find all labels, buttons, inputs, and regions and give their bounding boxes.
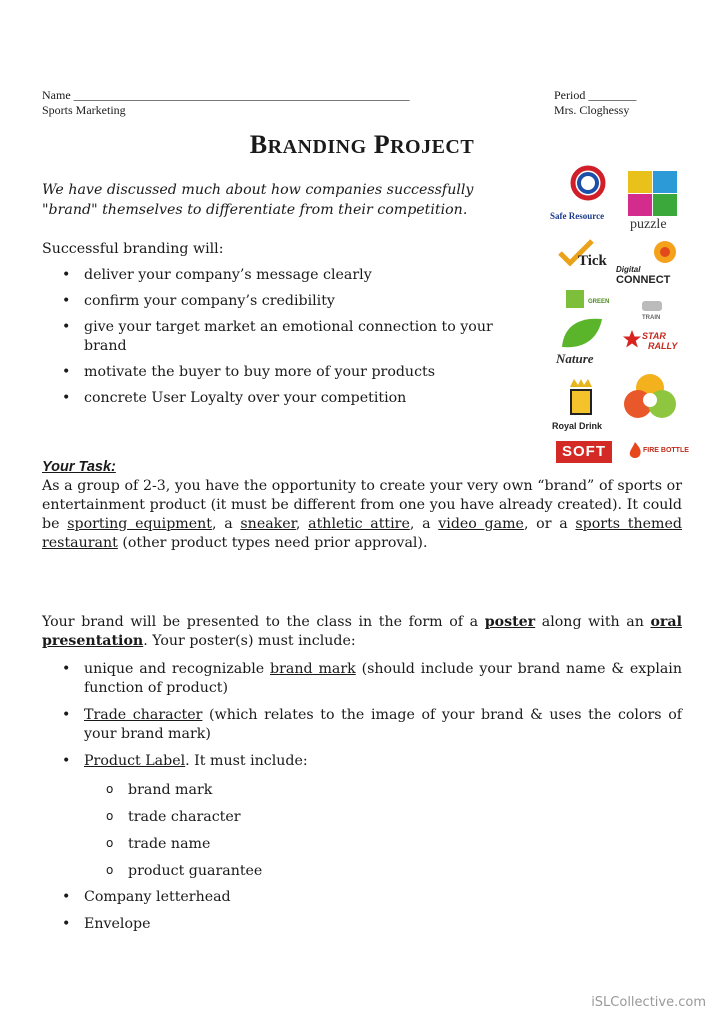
teacher-name: Mrs. Cloghessy <box>554 103 630 117</box>
train-icon <box>638 297 666 315</box>
poster-requirements-list <box>42 660 682 771</box>
list-item: o product guarantee <box>106 862 262 889</box>
product-label-sublist <box>106 781 262 889</box>
list-item: • concrete User Loyalty over your competition <box>42 389 512 408</box>
list-item: o brand mark <box>106 781 262 808</box>
digital-text: Digital <box>616 265 641 274</box>
train-text: TRAIN <box>642 315 661 321</box>
poster-paragraph: Your brand will be presented to the class in the form of a poster along with an oral presentation. Your poster(s) must include: <box>42 614 682 649</box>
list-item: • Product Label. It must include: <box>42 752 682 771</box>
royal-drink-cup-icon <box>562 377 600 417</box>
page-title: BRANDING PROJECT <box>249 130 475 159</box>
fire-bottle-text: FIRE BOTTLE <box>643 447 689 454</box>
nature-text: Nature <box>556 351 594 366</box>
safe-resource-logo <box>560 165 615 210</box>
list-item: • Company letterhead <box>42 888 682 907</box>
rally-text: RALLY <box>648 341 678 351</box>
fire-icon <box>626 441 644 461</box>
tick-text: Tick <box>578 253 607 269</box>
task-paragraph: As a group of 2-3, you have the opportunity to create your very own “brand” of sports or entertainment product (it must be different from one you have already created). It could be sporting equipment, a sneaker, athletic attire, a video game, or a sports themed restaurant (other product types need prior approval). <box>42 478 682 551</box>
course-name: Sports Marketing <box>42 103 126 117</box>
period-line: Period ________ <box>554 88 637 102</box>
leaf-icon <box>558 315 606 351</box>
digital-connect-logo <box>652 239 678 265</box>
list-item: o trade name <box>106 835 262 862</box>
star-text: STAR <box>642 331 666 341</box>
puzzle-logo <box>626 169 681 219</box>
branding-list <box>42 266 512 408</box>
watermark: iSLCollective.com <box>591 995 706 1010</box>
connect-text: CONNECT <box>616 274 671 286</box>
safe-resource-text: Safe Resource <box>550 211 605 221</box>
flower-logo-icon <box>620 370 680 430</box>
poster-requirements-list-2 <box>42 888 682 934</box>
logo-collage <box>550 165 690 470</box>
branding-lead: Successful branding will: <box>42 241 224 257</box>
list-item: • unique and recognizable brand mark (should include your brand name & explain function of product) <box>42 660 682 698</box>
list-item: • confirm your company’s credibility <box>42 292 512 311</box>
list-item: • Trade character (which relates to the image of your brand & uses the colors of your brand mark) <box>42 706 682 744</box>
intro-text: We have discussed much about how companies successfully "brand" themselves to differentiate from their competition. <box>42 182 474 218</box>
puzzle-text: puzzle <box>630 217 667 232</box>
list-item: • give your target market an emotional connection to your brand <box>42 318 512 356</box>
green-box-icon <box>564 287 586 311</box>
list-item: o trade character <box>106 808 262 835</box>
green-text: GREEN <box>588 299 610 305</box>
royal-drink-text: Royal Drink <box>552 421 603 431</box>
list-item: • motivate the buyer to buy more of your products <box>42 363 512 382</box>
name-line: Name ________________________________________________________ <box>42 88 410 102</box>
soft-logo: SOFT <box>556 441 612 463</box>
list-item: • deliver your company’s message clearly <box>42 266 512 285</box>
star-icon <box>622 329 642 349</box>
list-item: • Envelope <box>42 915 682 934</box>
task-heading: Your Task: <box>42 459 116 475</box>
